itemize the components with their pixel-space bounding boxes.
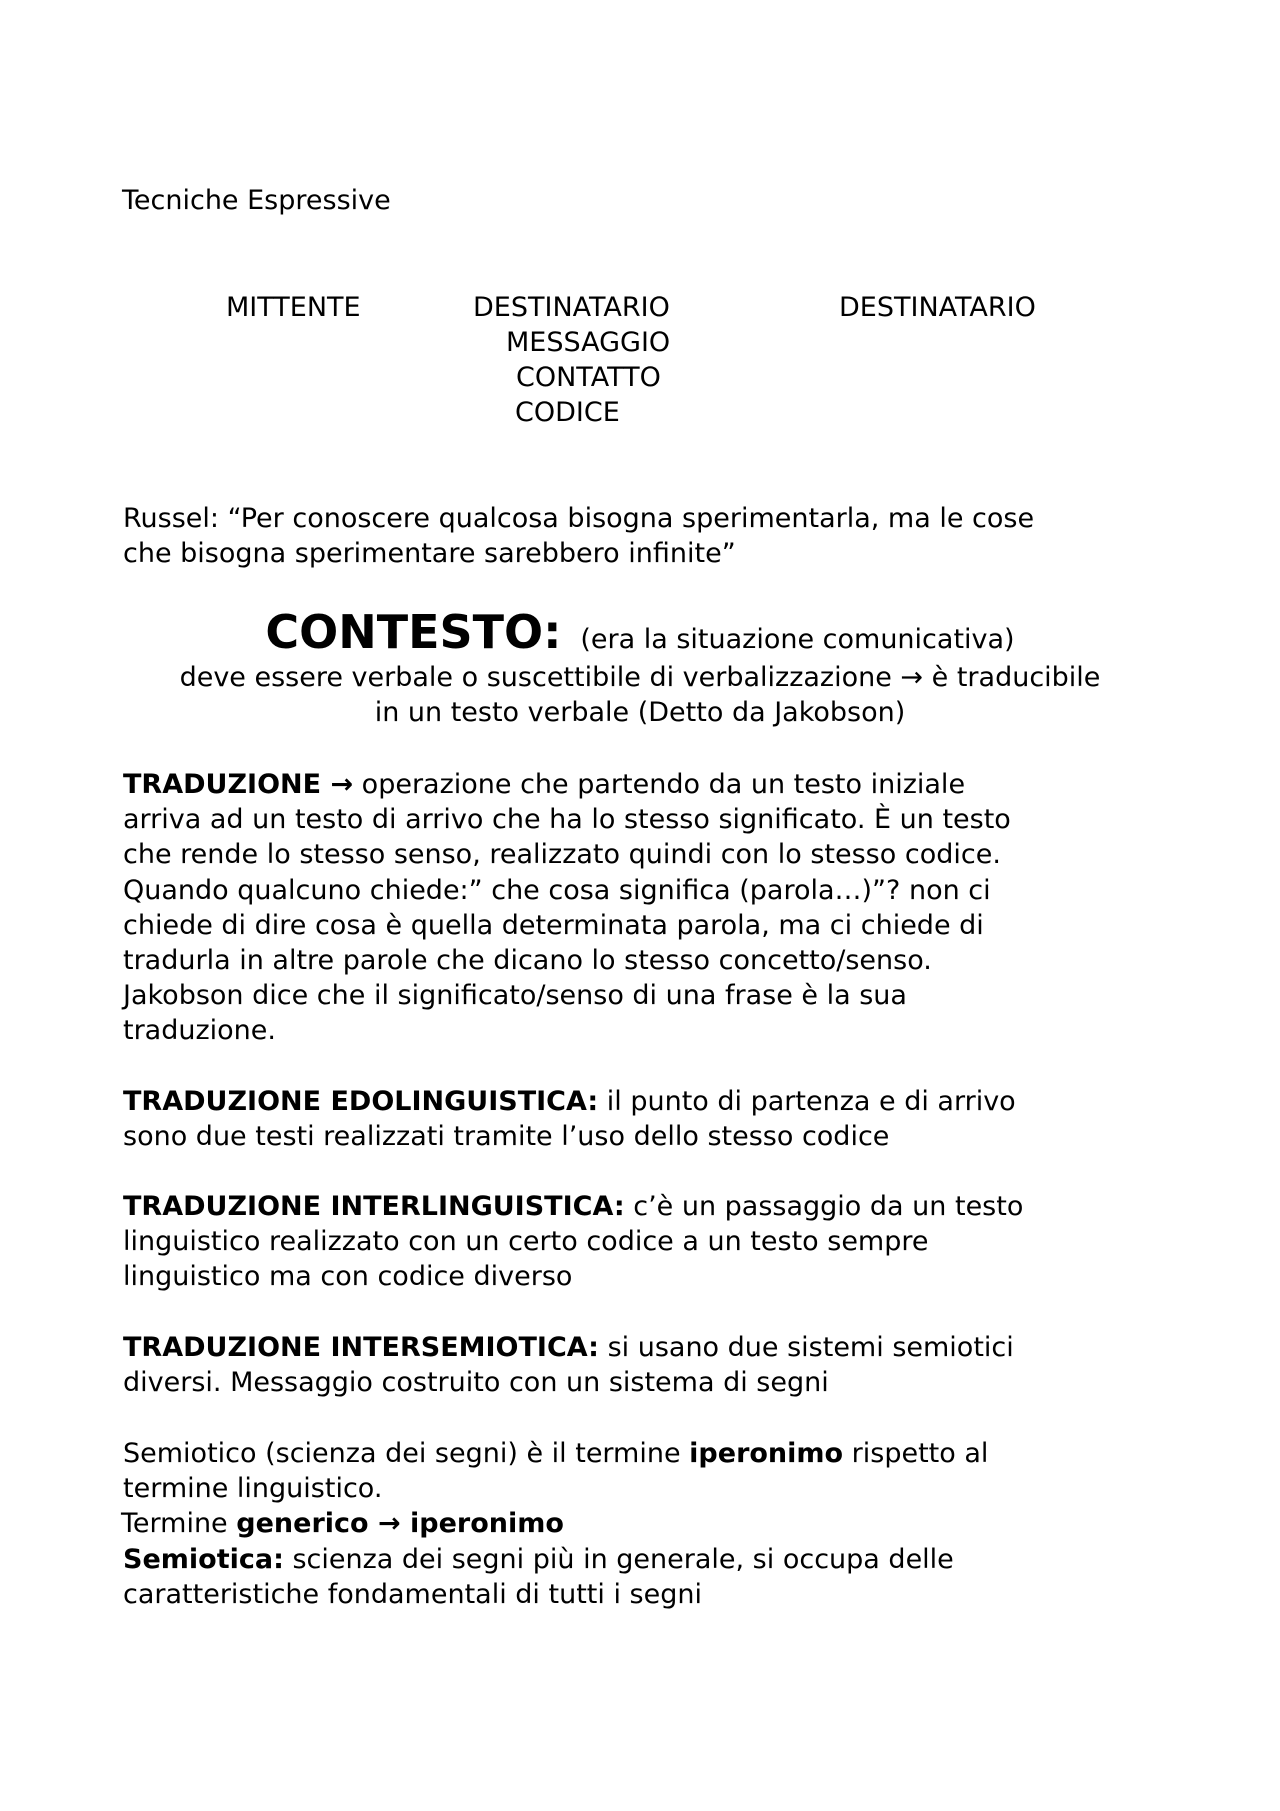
- intersemiotica-text: si usano due sistemi semiotici: [598, 1332, 1014, 1363]
- traduzione-text: chiede di dire cosa è quella determinata parola, ma ci chiede di: [123, 909, 984, 941]
- intersemiotica-paragraph: [123, 1330, 1183, 1400]
- edolinguistica-text: sono due testi realizzati tramite l’uso dello stesso codice: [123, 1121, 890, 1153]
- interlinguistica-text: linguistico realizzato con un certo codice a un testo sempre: [123, 1226, 929, 1258]
- diagram-messaggio: MESSAGGIO: [506, 327, 671, 358]
- russel-quote: [123, 501, 1183, 571]
- semiotica-text: scienza dei segni più in generale, si occupa delle: [283, 1543, 954, 1575]
- contesto-line: deve essere verbale o suscettibile di verbalizzazione → è traducibile: [179, 662, 1101, 693]
- intersemiotica-text: diversi. Messaggio costruito con un sistema di segni: [123, 1367, 829, 1399]
- document-title: Tecniche Espressive: [122, 185, 391, 216]
- diagram-destinatario-center: DESTINATARIO: [473, 292, 670, 323]
- semiotico-paragraph: [123, 1436, 1183, 1612]
- diagram-codice: CODICE: [515, 397, 620, 428]
- russel-line: Russel: “Per conoscere qualcosa bisogna sperimentarla, ma le cose: [123, 503, 1035, 534]
- termine-text: Termine: [121, 1508, 237, 1540]
- traduzione-text: operazione che partendo da un testo iniziale: [353, 769, 966, 800]
- semiotico-text: termine linguistico.: [123, 1473, 383, 1505]
- iperonimo-term: iperonimo: [689, 1438, 844, 1469]
- contesto-heading-line: [0, 604, 1280, 660]
- generico-iperonimo-term: generico → iperonimo: [236, 1508, 564, 1540]
- semiotica-text: caratteristiche fondamentali di tutti i segni: [123, 1578, 702, 1610]
- contesto-line: in un testo verbale (Detto da Jakobson): [374, 697, 906, 728]
- edolinguistica-paragraph: [123, 1084, 1183, 1154]
- interlinguistica-term: TRADUZIONE INTERLINGUISTICA:: [123, 1191, 625, 1222]
- edolinguistica-term: TRADUZIONE EDOLINGUISTICA:: [123, 1086, 599, 1117]
- traduzione-term: TRADUZIONE →: [123, 769, 354, 800]
- contesto-heading: CONTESTO:: [265, 605, 562, 659]
- traduzione-paragraph: [123, 767, 1183, 1049]
- traduzione-text: arriva ad un testo di arrivo che ha lo stesso significato. È un testo: [123, 804, 1011, 836]
- russel-line: che bisogna sperimentare sarebbero infinite”: [123, 538, 736, 570]
- contesto-note: (era la situazione comunicativa): [580, 624, 1015, 655]
- diagram-contatto: CONTATTO: [516, 362, 661, 393]
- interlinguistica-paragraph: [123, 1189, 1183, 1295]
- interlinguistica-text: linguistico ma con codice diverso: [123, 1261, 573, 1293]
- interlinguistica-text: c’è un passaggio da un testo: [624, 1191, 1024, 1222]
- traduzione-text: Quando qualcuno chiede:” che cosa significa (parola…)”? non ci: [123, 874, 991, 906]
- edolinguistica-text: il punto di partenza e di arrivo: [598, 1086, 1016, 1117]
- traduzione-text: tradurla in altre parole che dicano lo stesso concetto/senso.: [123, 945, 932, 977]
- traduzione-text: traduzione.: [123, 1015, 276, 1047]
- semiotico-text: rispetto al: [843, 1438, 989, 1469]
- traduzione-text: Jakobson dice che il significato/senso di una frase è la sua: [123, 980, 907, 1012]
- intersemiotica-term: TRADUZIONE INTERSEMIOTICA:: [123, 1332, 599, 1363]
- diagram-destinatario-right: DESTINATARIO: [839, 292, 1036, 323]
- semiotica-term: Semiotica:: [123, 1543, 284, 1575]
- traduzione-text: che rende lo stesso senso, realizzato quindi con lo stesso codice.: [123, 839, 1001, 871]
- diagram-mittente: MITTENTE: [226, 292, 361, 323]
- semiotico-text: Semiotico (scienza dei segni) è il termine: [123, 1438, 690, 1469]
